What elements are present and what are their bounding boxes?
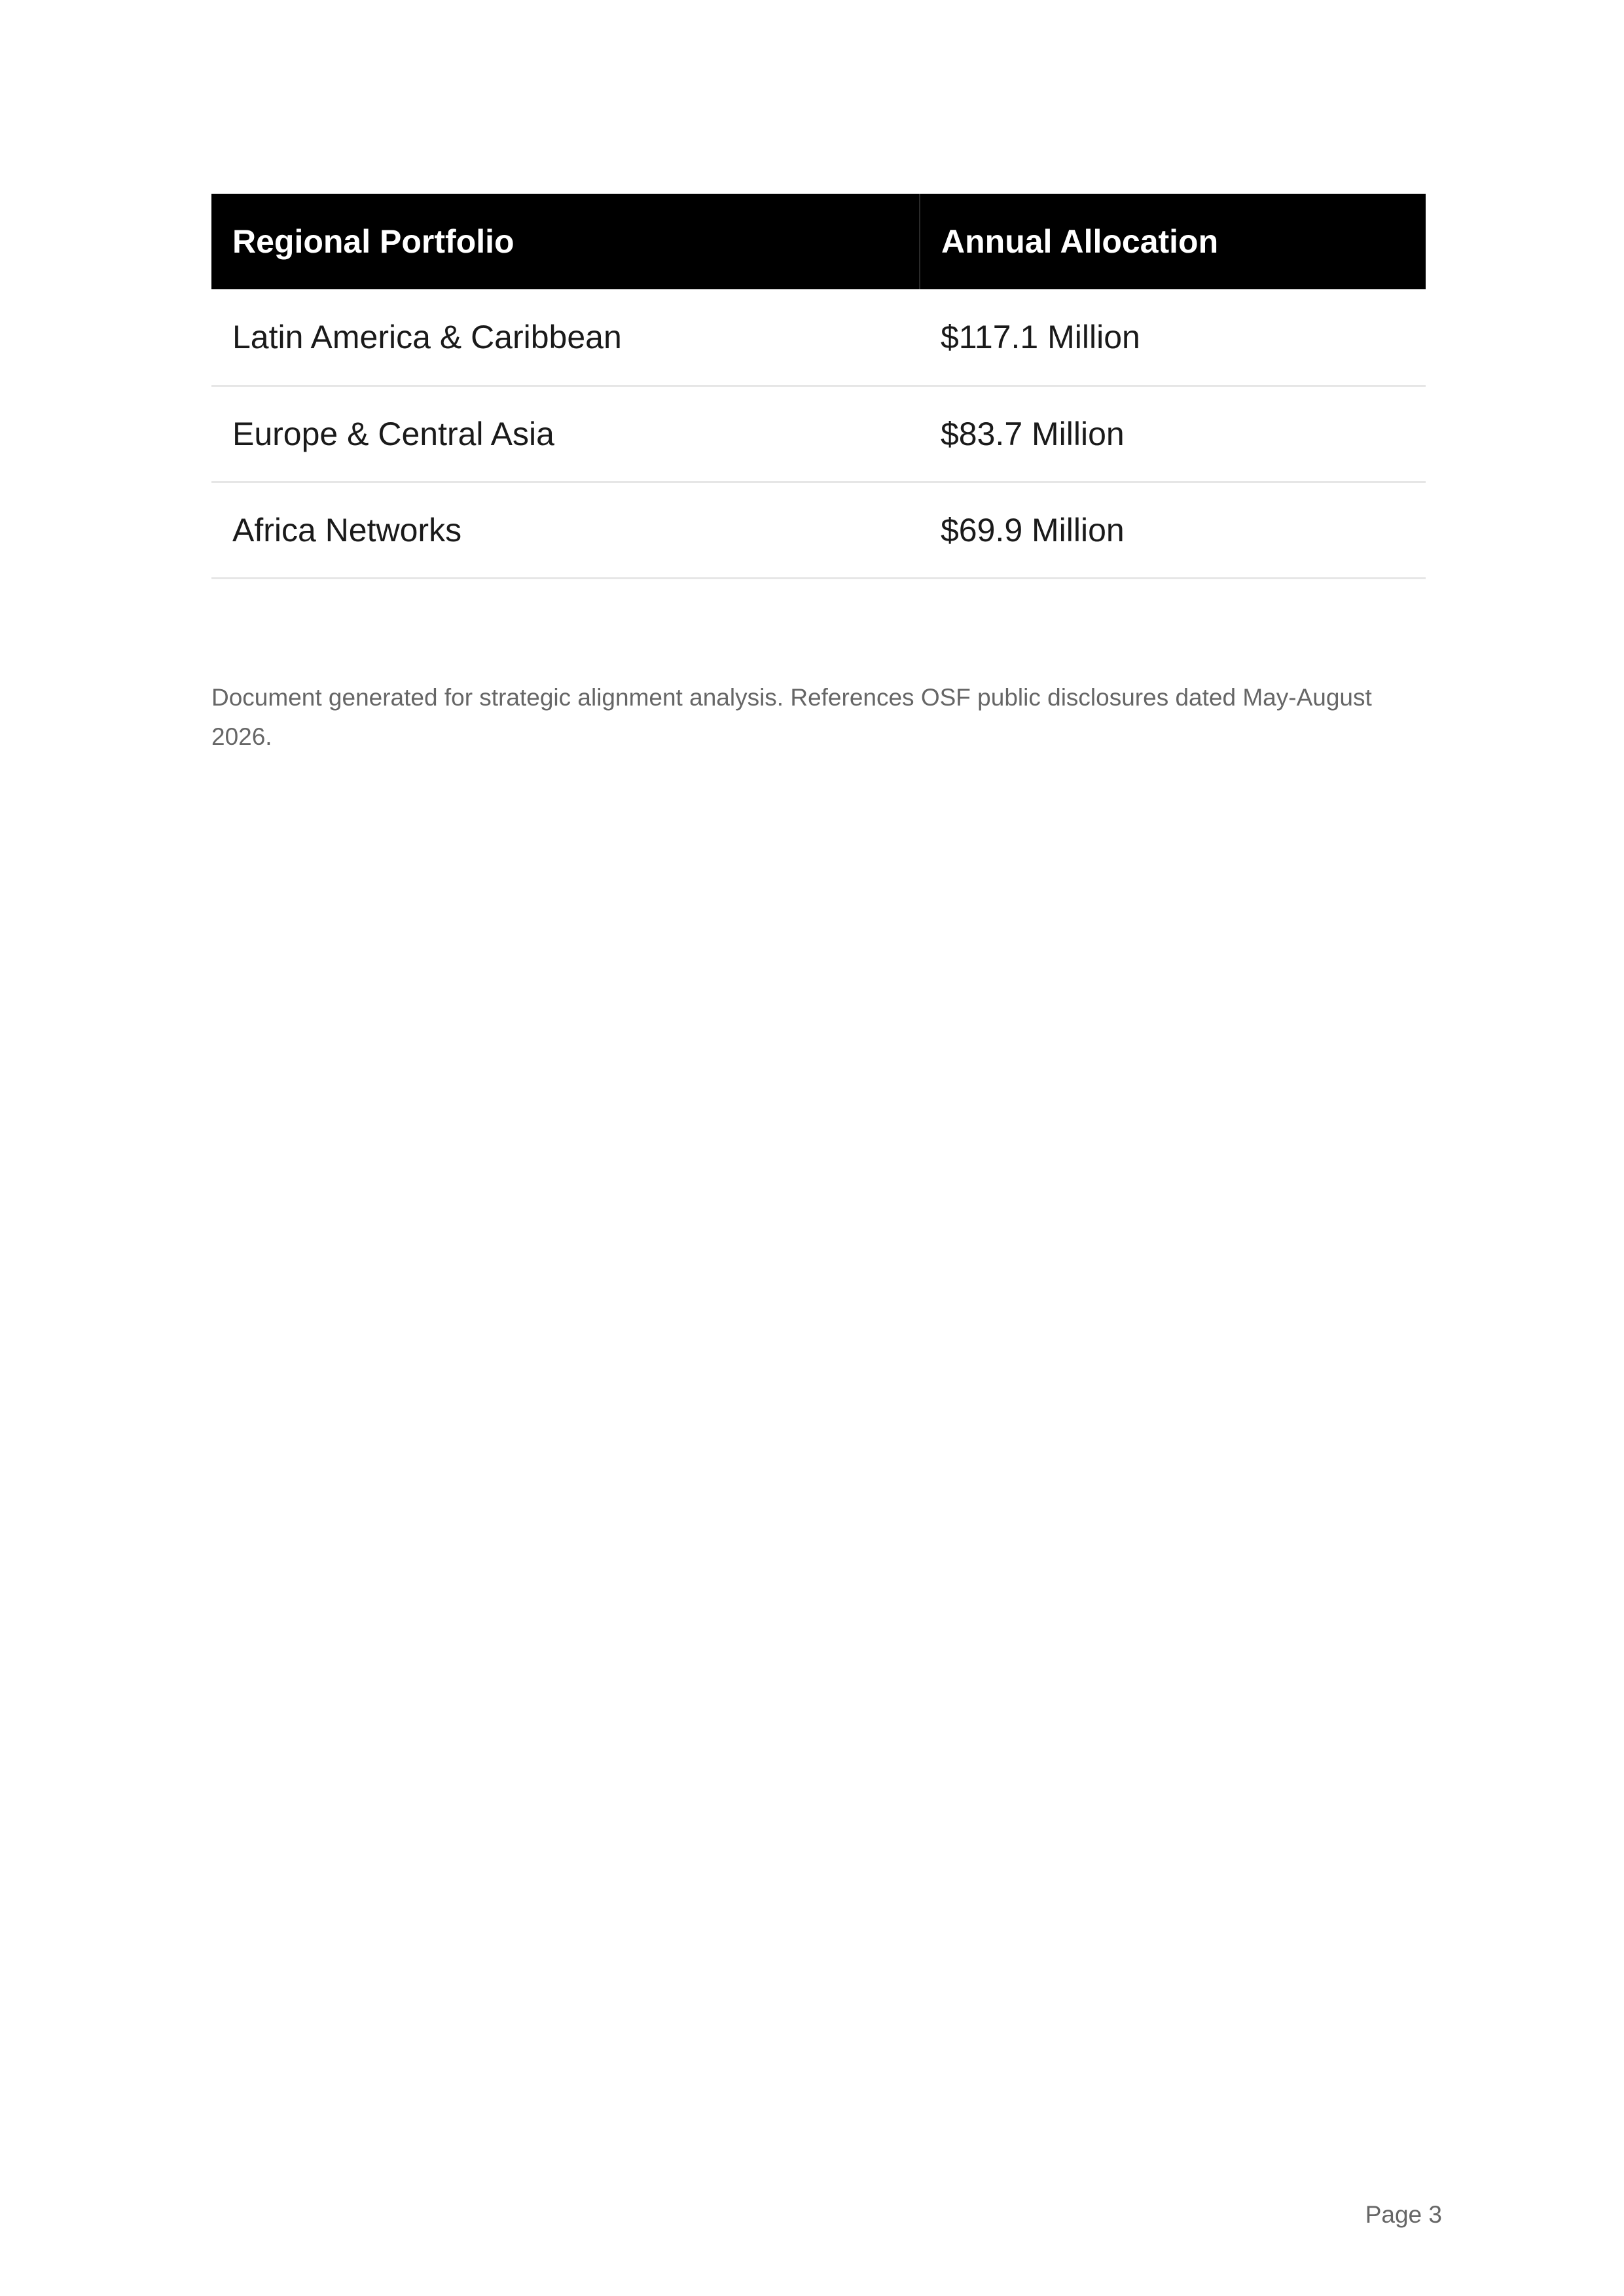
table-row xyxy=(211,386,1426,482)
table-row xyxy=(211,289,1426,386)
table-header-row xyxy=(211,194,1426,289)
footnote: Document generated for strategic alignment analysis. References OSF public disclosures dated May-August 2026. xyxy=(211,684,1372,750)
allocation-cell: $69.9 Million xyxy=(920,482,1426,578)
table-row xyxy=(211,482,1426,578)
column-header-region: Regional Portfolio xyxy=(211,194,920,289)
allocation-cell: $117.1 Million xyxy=(920,289,1426,386)
region-cell: Europe & Central Asia xyxy=(211,386,920,482)
column-header-allocation: Annual Allocation xyxy=(920,194,1426,289)
allocation-table xyxy=(211,194,1426,579)
region-cell: Latin America & Caribbean xyxy=(211,289,920,386)
allocation-cell: $83.7 Million xyxy=(920,386,1426,482)
page-number: Page 3 xyxy=(1365,2201,1442,2228)
region-cell: Africa Networks xyxy=(211,482,920,578)
